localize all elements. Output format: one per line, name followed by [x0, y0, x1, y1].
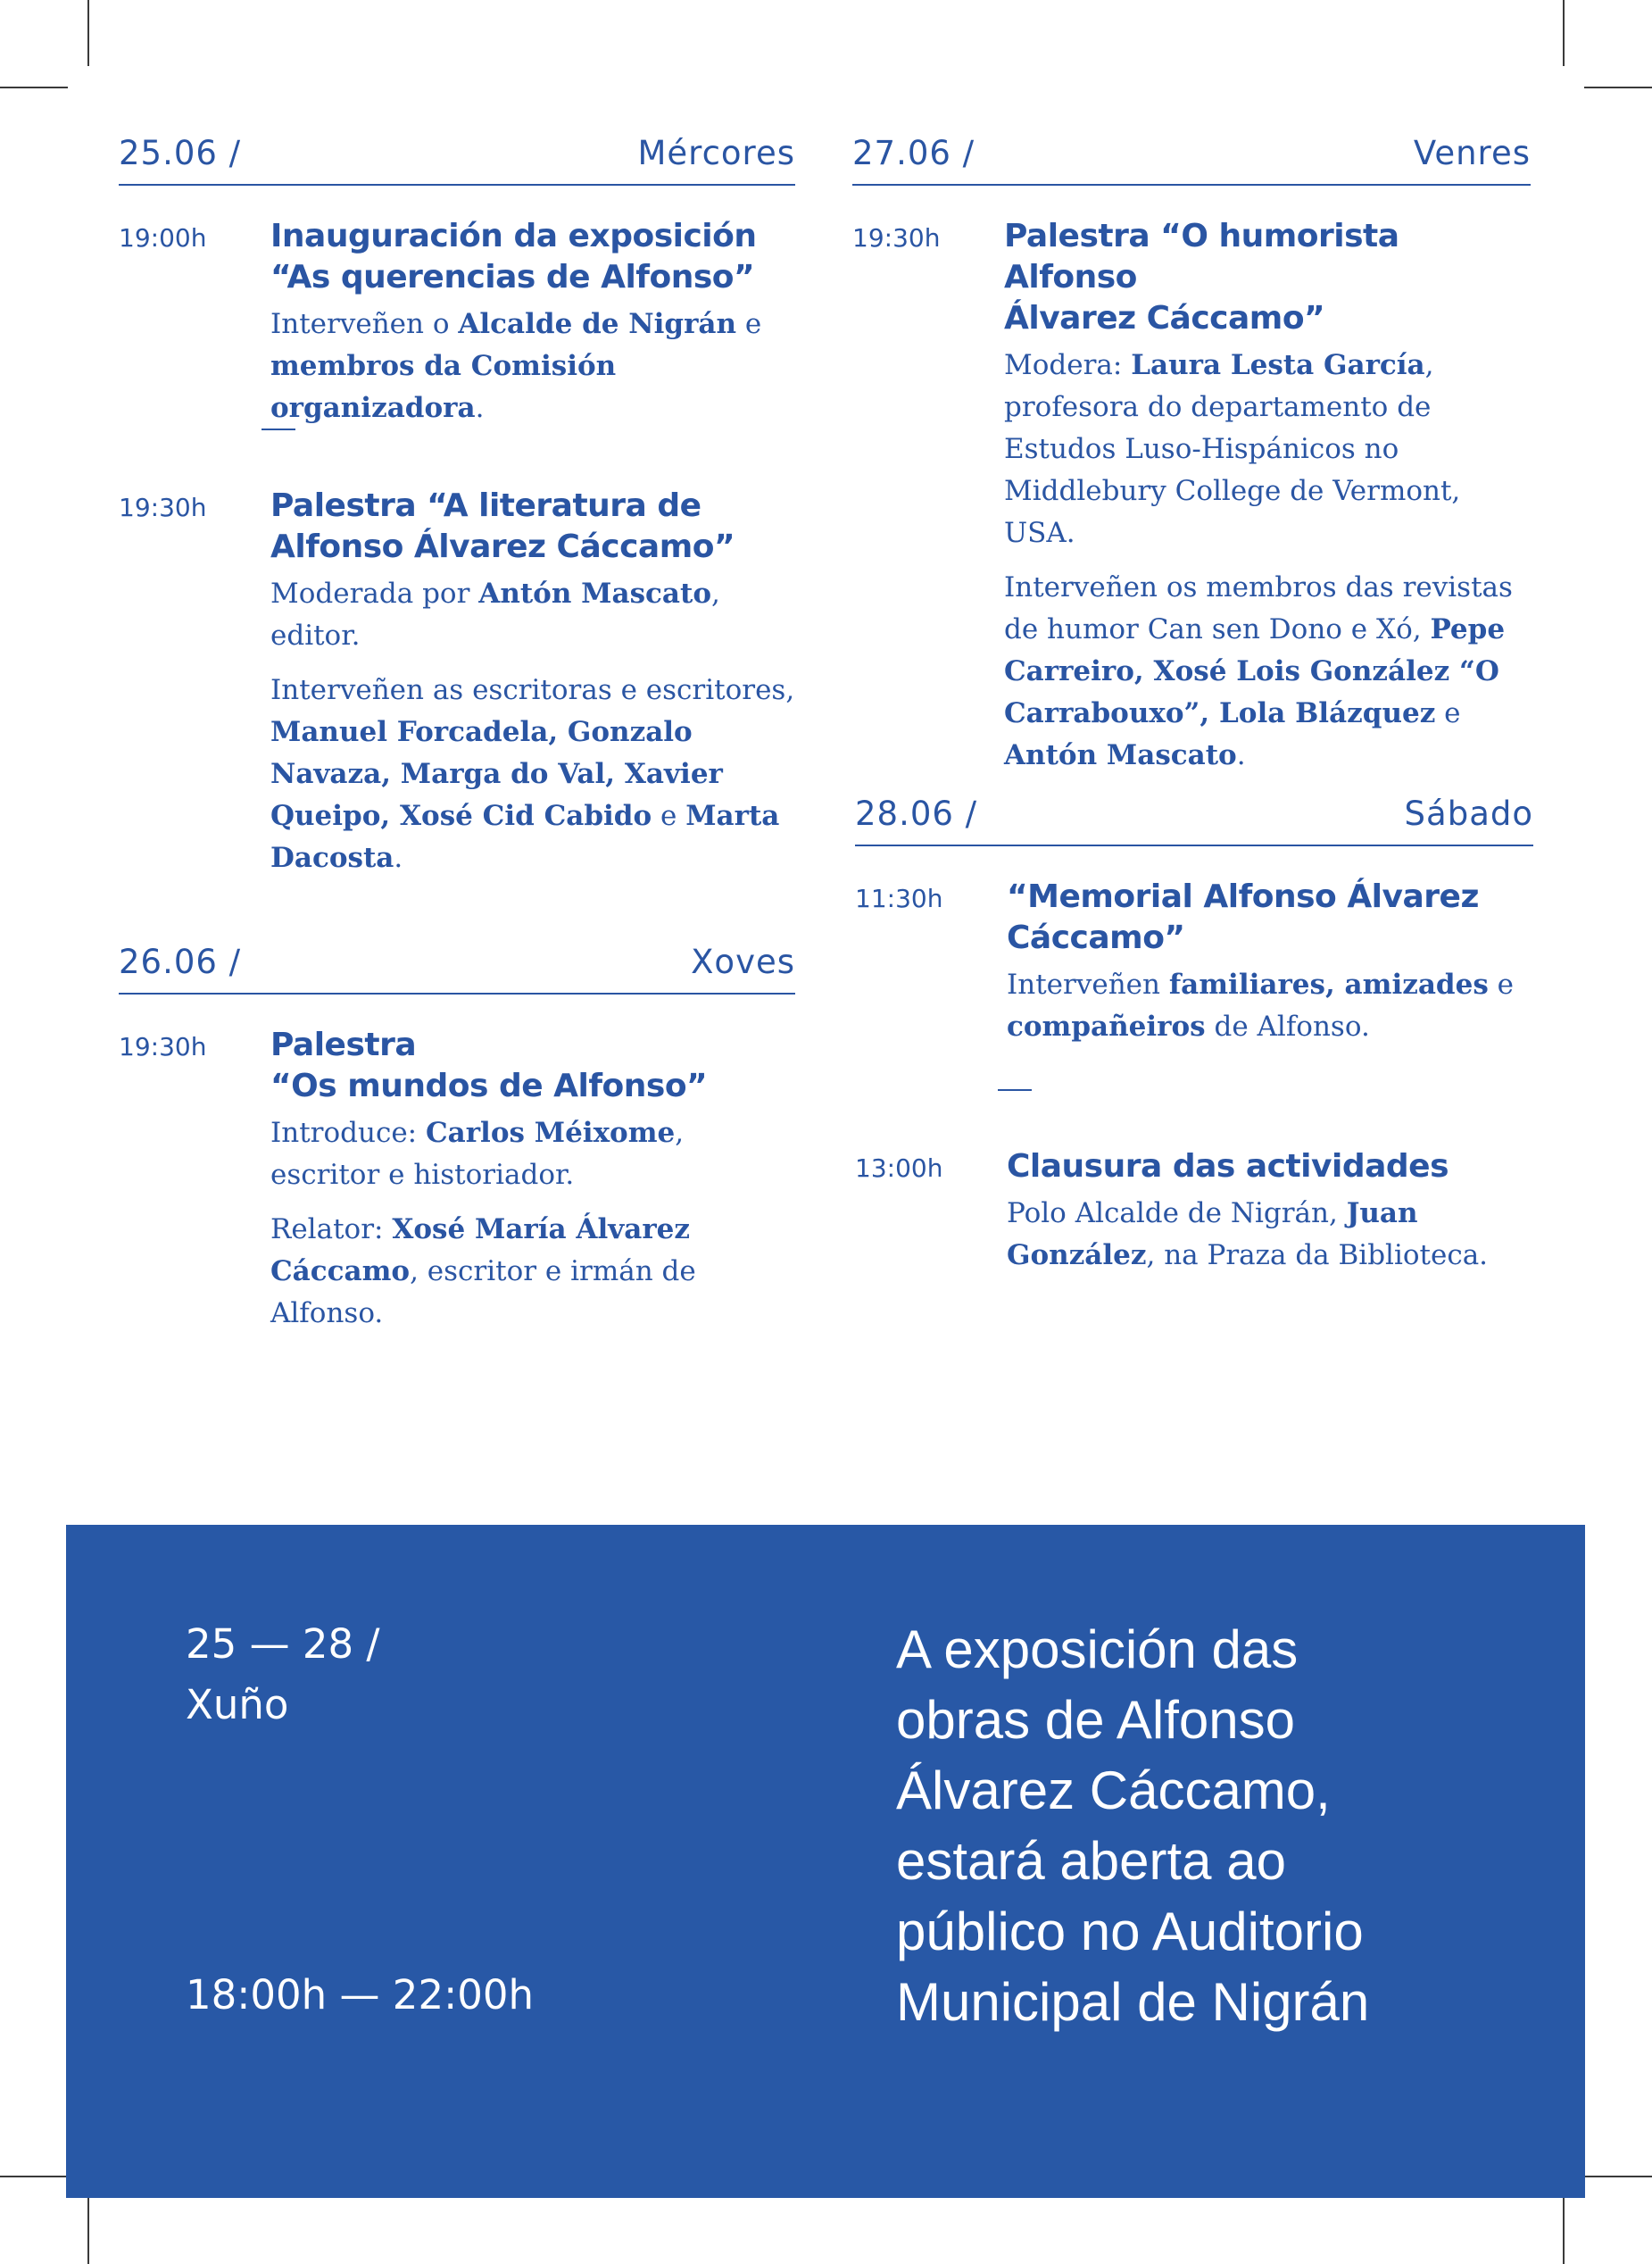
day-28-06 [855, 795, 1533, 1294]
crop-mark [1563, 0, 1565, 66]
event-paragraph: Interveñen o Alcalde de Nigrán e membros da Comisión organizadora. [270, 308, 762, 424]
event-time: 19:00h [119, 223, 207, 253]
event-title-line: Cáccamo” [1007, 920, 1185, 956]
day-weekday: Xoves [691, 943, 795, 981]
event-body [270, 1025, 795, 1347]
day-26-06 [119, 943, 795, 1329]
event-paragraph: Relator: Xosé María Álvarez Cáccamo, escritor e irmán de Alfonso. [270, 1213, 696, 1329]
day-date: 27.06 / [852, 134, 975, 172]
separator-dash [261, 429, 295, 430]
exhibition-banner [66, 1525, 1585, 2198]
highlighted-name: Alcalde de Nigrán [458, 308, 737, 340]
event-body [270, 216, 795, 442]
highlighted-name: membros da Comisión organizadora [270, 350, 617, 424]
event-paragraph: Interveñen familiares, amizades e compañeiros de Alfonso. [1007, 969, 1514, 1043]
highlighted-name: Antón Mascato [478, 578, 711, 610]
event-time: 19:30h [852, 223, 941, 253]
day-weekday: Mércores [637, 134, 795, 172]
event-title [1004, 216, 1531, 339]
event-body [1007, 1146, 1533, 1289]
event-description [270, 1112, 795, 1335]
event-body [270, 486, 795, 892]
day-header [852, 134, 1531, 186]
event-paragraph: Modera: Laura Lesta García, profesora do departamento de Estudos Luso-Hispánicos no Middlebury College de Vermont, USA. [1004, 349, 1461, 549]
banner-text-line: Municipal de Nigrán [896, 1972, 1370, 2032]
crop-mark [1584, 2176, 1652, 2177]
event-time: 11:30h [855, 884, 943, 913]
event-description [1004, 345, 1531, 777]
day-date: 25.06 / [119, 134, 242, 172]
event-title-line: Álvarez Cáccamo” [1004, 300, 1325, 337]
banner-text-line: público no Auditorio [896, 1902, 1364, 1961]
banner-dates [186, 1614, 380, 1735]
highlighted-name: Carlos Méixome [425, 1117, 676, 1149]
event-paragraph: Introduce: Carlos Méixome, escritor e historiador. [270, 1117, 685, 1191]
event-title-line: “Os mundos de Alfonso” [270, 1068, 708, 1104]
event-title-line: “As querencias de Alfonso” [270, 259, 755, 295]
event-paragraph: Interveñen os membros das revistas de humor Can sen Dono e Xó, Pepe Carreiro, Xosé Lois González “O Carrabouxo”, Lola Blázquez e Antón Mascato. [1004, 571, 1513, 771]
day-date: 26.06 / [119, 943, 242, 981]
event-title-line: Palestra “O humorista Alfonso [1004, 218, 1399, 295]
event-paragraph: Moderada por Antón Mascato, editor. [270, 578, 720, 652]
event-title [1007, 1146, 1533, 1187]
day-weekday: Venres [1413, 134, 1531, 172]
event-body [1004, 216, 1531, 789]
day-header [119, 943, 795, 995]
banner-hours: 18:00h — 22:00h [186, 1971, 535, 2018]
event-description [270, 573, 795, 879]
day-25-06 [119, 134, 795, 874]
highlighted-name: Marta Dacosta [270, 800, 780, 874]
banner-text-line: estará aberta ao [896, 1831, 1286, 1891]
event-time: 13:00h [855, 1153, 943, 1183]
event-title [270, 216, 795, 298]
crop-mark [1563, 2198, 1565, 2264]
highlighted-name: Xosé María Álvarez Cáccamo [270, 1213, 691, 1287]
event-title-line: Palestra “A literatura de [270, 487, 701, 524]
event-title [270, 1025, 795, 1107]
separator-dash [998, 1089, 1032, 1091]
highlighted-name: Juan González [1007, 1197, 1418, 1271]
banner-date-range: 25 — 28 / [186, 1620, 380, 1668]
highlighted-name: Antón Mascato [1004, 739, 1237, 771]
day-weekday: Sábado [1404, 795, 1533, 833]
event-title-line: Inauguración da exposición [270, 218, 757, 254]
day-date: 28.06 / [855, 795, 978, 833]
event-paragraph: Polo Alcalde de Nigrán, Juan González, na Praza da Biblioteca. [1007, 1197, 1489, 1271]
highlighted-name: Laura Lesta García [1131, 349, 1425, 381]
highlighted-name: Pepe Carreiro, Xosé Lois González “O Carrabouxo”, Lola Blázquez [1004, 613, 1506, 729]
banner-text-line: Álvarez Cáccamo, [896, 1760, 1331, 1820]
highlighted-name: familiares, amizades [1168, 969, 1489, 1001]
event-title-line: “Memorial Alfonso Álvarez [1007, 878, 1479, 915]
crop-mark [1584, 87, 1652, 88]
event-title [1007, 877, 1533, 959]
day-header [119, 134, 795, 186]
event-body [1007, 877, 1533, 1061]
event-title-line: Alfonso Álvarez Cáccamo” [270, 529, 735, 565]
event-time: 19:30h [119, 493, 207, 522]
event-time: 19:30h [119, 1032, 207, 1061]
highlighted-name: compañeiros [1007, 1011, 1206, 1043]
banner-text-line: obras de Alfonso [896, 1690, 1295, 1750]
event-description [270, 304, 795, 429]
highlighted-name: Manuel Forcadela, Gonzalo Navaza, Marga do Val, Xavier Queipo, Xosé Cid Cabido [270, 716, 723, 832]
event-description [1007, 1193, 1533, 1277]
banner-month: Xuño [186, 1681, 289, 1728]
crop-mark [87, 2198, 89, 2264]
event-description [1007, 964, 1533, 1048]
day-header [855, 795, 1533, 846]
crop-mark [87, 0, 89, 66]
day-27-06 [852, 134, 1531, 771]
event-title-line: Clausura das actividades [1007, 1148, 1449, 1185]
event-title [270, 486, 795, 568]
crop-mark [0, 87, 68, 88]
crop-mark [0, 2176, 68, 2177]
event-title-line: Palestra [270, 1027, 417, 1063]
banner-announcement [896, 1614, 1539, 2037]
banner-text-line: A exposición das [896, 1619, 1299, 1679]
event-paragraph: Interveñen as escritoras e escritores, Manuel Forcadela, Gonzalo Navaza, Marga do Val, Xavier Queipo, Xosé Cid Cabido e Marta Dacosta. [270, 674, 795, 874]
